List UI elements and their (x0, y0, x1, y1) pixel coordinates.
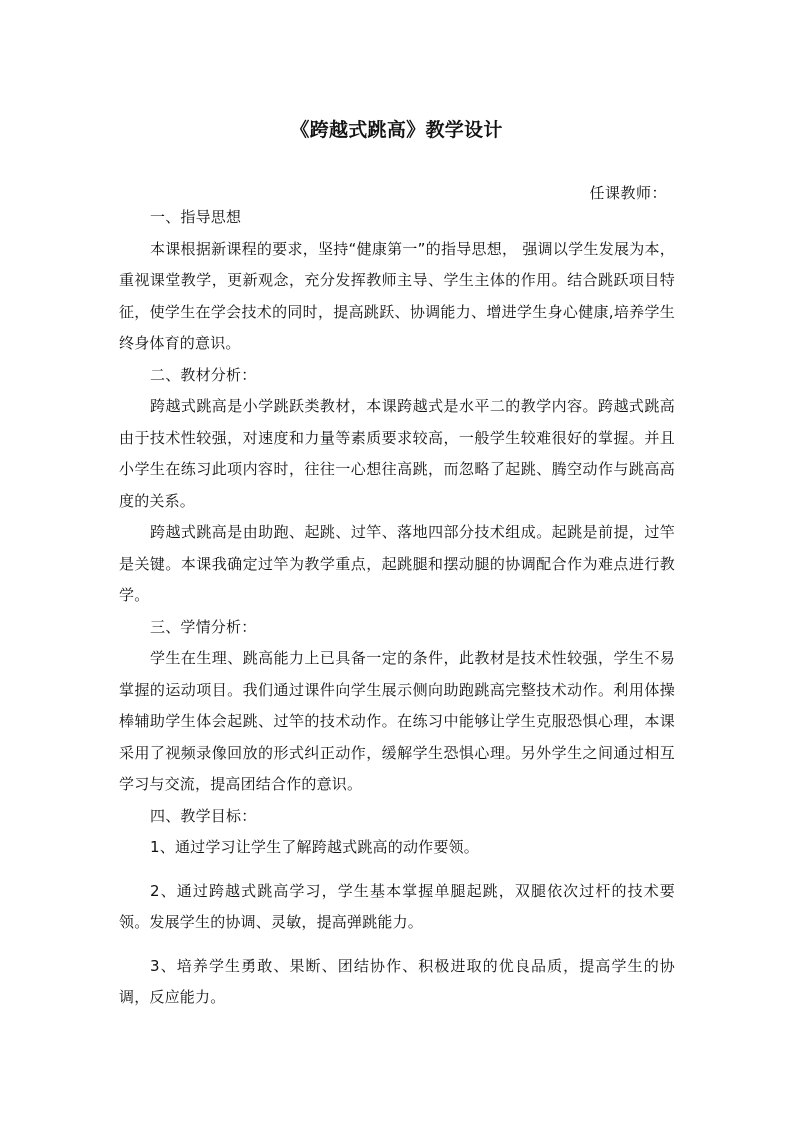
goal-item-2: 2、通过跨越式跳高学习，学生基本掌握单腿起跳，双腿依次过杆的技术要领。发展学生的协调、灵敏，提高弹跳能力。 (119, 881, 675, 931)
paragraph-student-analysis: 学生在生理、跳高能力上已具备一定的条件，此教材是技术性较强，学生不易掌握的运动项目。我们通过课件向学生展示侧向助跑跳高完整技术动作。利用体操棒辅助学生体会起跳、过竿的技术动作。在练习中能够让学生克服恐惧心理，本课采用了视频录像回放的形式纠正动作，缓解学生恐惧心理。另外学生之间通过相互学习与交流，提高团结合作的意识。 (119, 649, 675, 793)
section-heading-teaching-goals: 四、教学目标： (150, 806, 257, 825)
section-heading-student-analysis: 三、学情分析： (150, 617, 257, 636)
document-body (119, 202, 675, 1014)
section-heading-material-analysis: 二、教材分析： (150, 365, 257, 384)
section-heading-guiding-thought: 一、指导思想 (150, 208, 242, 226)
teacher-label: 任课教师： (589, 184, 667, 202)
paragraph-guiding-thought: 本课根据新课程的要求，坚持“健康第一”的指导思想， 强调以学生发展为本，重视课堂教学，更新观念，充分发挥教师主导、学生主体的作用。结合跳跃项目特征，使学生在学会技术的同时，提高跳跃、协调能力、增进学生身心健康,培养学生终身体育的意识。 (119, 239, 675, 352)
document-title: 《跨越式跳高》教学设计 (290, 119, 503, 141)
goal-item-3: 3、培养学生勇敢、果断、团结协作、积极进取的优良品质，提高学生的协调，反应能力。 (119, 956, 675, 1006)
paragraph-material-analysis-1: 跨越式跳高是小学跳跃类教材，本课跨越式是水平二的教学内容。跨越式跳高由于技术性较强，对速度和力量等素质要求较高，一般学生较难很好的掌握。并且小学生在练习此项内容时，往往一心想往高跳，而忽略了起跳、腾空动作与跳高高度的关系。 (119, 397, 675, 510)
paragraph-material-analysis-2: 跨越式跳高是由助跑、起跳、过竿、落地四部分技术组成。起跳是前提，过竿是关键。本课我确定过竿为教学重点，起跳腿和摆动腿的协调配合作为难点进行教学。 (119, 523, 675, 604)
goal-item-1: 1、通过学习让学生了解跨越式跳高的动作要领。 (150, 838, 479, 856)
